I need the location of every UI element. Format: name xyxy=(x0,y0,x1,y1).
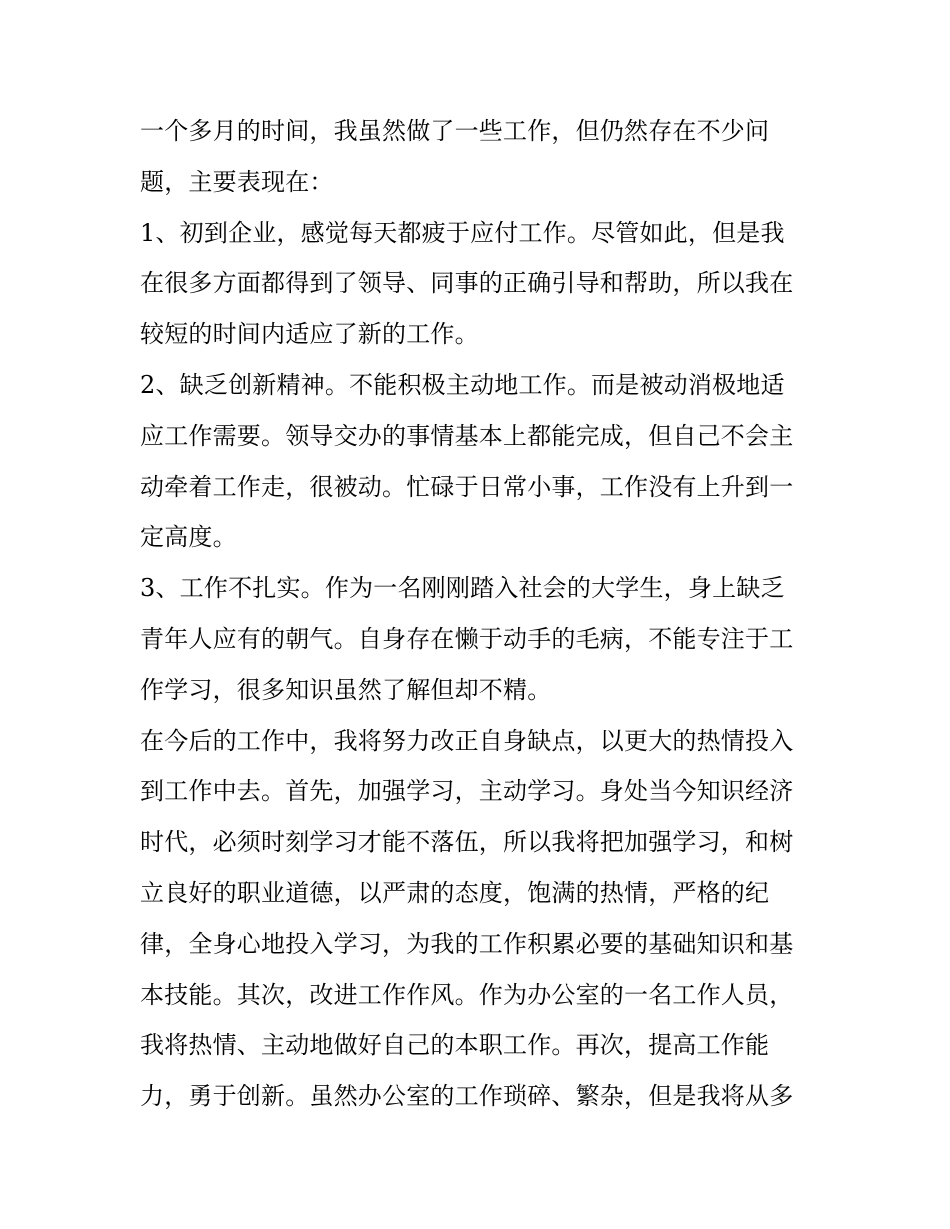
text-line: 应工作需要。领导交办的事情基本上都能完成，但自己不会主 xyxy=(140,421,794,450)
text-line: 在今后的工作中，我将努力改正自身缺点，以更大的热情投入 xyxy=(140,726,794,755)
text-line: 立良好的职业道德，以严肃的态度，饱满的热情，严格的纪 xyxy=(140,878,770,907)
text-line: 我将热情、主动地做好自己的本职工作。再次，提高工作能 xyxy=(140,1031,770,1060)
text-line: 3、工作不扎实。作为一名刚刚踏入社会的大学生，身上缺乏 xyxy=(140,574,785,603)
text-line: 力，勇于创新。虽然办公室的工作琐碎、繁杂，但是我将从多 xyxy=(140,1082,794,1111)
text-line: 青年人应有的朝气。自身存在懒于动手的毛病，不能专注于工 xyxy=(140,624,794,653)
text-line: 一个多月的时间，我虽然做了一些工作，但仍然存在不少问 xyxy=(140,117,770,145)
text-line: 2、缺乏创新精神。不能积极主动地工作。而是被动消极地适 xyxy=(140,370,785,399)
text-line: 在很多方面都得到了领导、同事的正确引导和帮助，所以我在 xyxy=(140,269,794,298)
text-line: 到工作中去。首先，加强学习，主动学习。身处当今知识经济 xyxy=(140,777,794,806)
text-line: 时代，必须时刻学习才能不落伍，所以我将把加强学习，和树 xyxy=(140,828,794,857)
text-line: 本技能。其次，改进工作作风。作为办公室的一名工作人员， xyxy=(140,980,794,1009)
text-line: 定高度。 xyxy=(140,523,237,552)
text-line: 动牵着工作走，很被动。忙碌于日常小事，工作没有上升到一 xyxy=(140,472,794,501)
text-line: 作学习，很多知识虽然了解但却不精。 xyxy=(140,675,552,704)
text-line: 1、初到企业，感觉每天都疲于应付工作。尽管如此，但是我 xyxy=(140,218,785,247)
text-line: 律，全身心地投入学习，为我的工作积累必要的基础知识和基 xyxy=(140,929,794,958)
document-body xyxy=(140,106,820,1122)
text-line: 较短的时间内适应了新的工作。 xyxy=(140,320,479,349)
text-line: 题，主要表现在： xyxy=(140,167,334,196)
